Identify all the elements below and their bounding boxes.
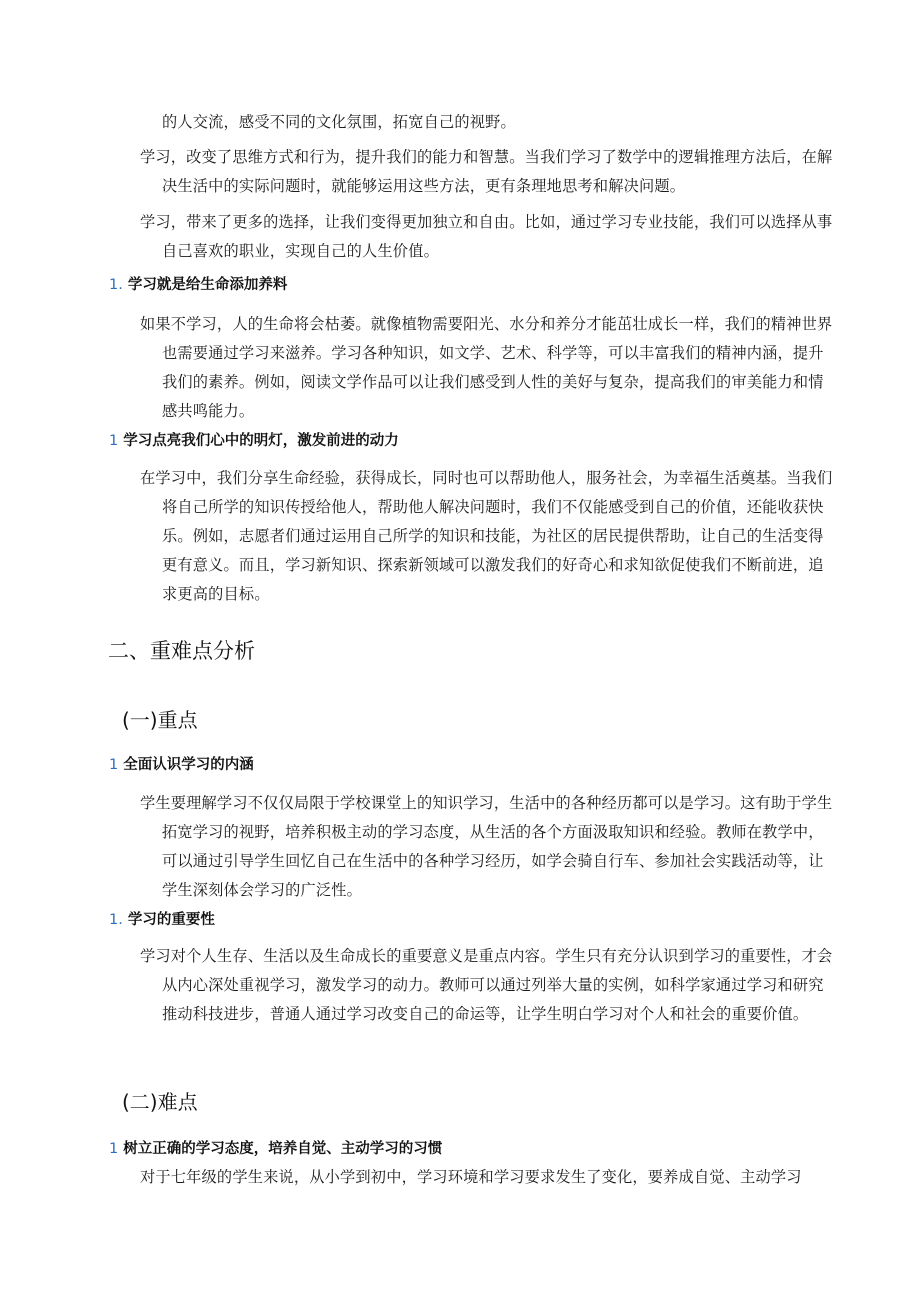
- heading-correct-attitude: [109, 1138, 442, 1160]
- heading-text: 学习点亮我们心中的明灯，激发前进的动力: [123, 433, 399, 449]
- heading-learning-nourishes-life: [109, 274, 287, 296]
- paragraph-learning-scope: 学生要理解学习不仅仅局限于学校课堂上的知识学习，生活中的各种经历都可以是学习。这有助于学生拓宽学习的视野，培养积极主动的学习态度，从生活的各个方面汲取知识和经验。教师在教学中，可以通过引导学生回忆自己在生活中的各种学习经历，如学会骑自行车、参加社会实践活动等，让学生深刻体会学习的广泛性。: [140, 794, 833, 899]
- paragraph-thinking-change: 学习，改变了思维方式和行为，提升我们的能力和智慧。当我们学习了数学中的逻辑推理方法后，在解决生活中的实际问题时，就能够运用这些方法，更有条理地思考和解决问题。: [140, 148, 833, 195]
- heading-learning-lights-lamp: [109, 430, 399, 452]
- heading-text: 全面认识学习的内涵: [123, 757, 254, 773]
- subsection-title-key-points: (一)重点: [122, 708, 198, 732]
- paragraph-more-choices: 学习，带来了更多的选择，让我们变得更加独立和自由。比如，通过学习专业技能，我们可以选择从事自己喜欢的职业，实现自己的人生价值。: [140, 213, 833, 260]
- heading-importance-of-learning: [109, 909, 215, 931]
- paragraph-sharing-experience: 在学习中，我们分享生命经验，获得成长，同时也可以帮助他人，服务社会，为幸福生活奠基。当我们将自己所学的知识传授给他人，帮助他人解决问题时，我们不仅能感受到自己的价值，还能收获快乐。例如，志愿者们通过运用自己所学的知识和技能，为社区的居民提供帮助，让自己的生活变得更有意义。而且，学习新知识、探索新领域可以激发我们的好奇心和求知欲促使我们不断前进，追求更高的目标。: [140, 469, 833, 603]
- paragraph-importance-detail: 学习对个人生存、生活以及生命成长的重要意义是重点内容。学生只有充分认识到学习的重要性，才会从内心深处重视学习，激发学习的动力。教师可以通过列举大量的实例，如科学家通过学习和研究推动科技进步，普通人通过学习改变自己的命运等，让学生明白学习对个人和社会的重要价值。: [140, 947, 833, 1023]
- heading-understand-connotation: [109, 754, 254, 776]
- heading-number: 1: [109, 433, 119, 449]
- heading-text: 树立正确的学习态度，培养自觉、主动学习的习惯: [123, 1141, 443, 1157]
- heading-text: 学习就是给生命添加养料: [127, 277, 288, 293]
- heading-number: 1: [109, 1141, 119, 1157]
- section-title-key-difficult-points: 二、重难点分析: [108, 639, 255, 663]
- heading-number: 1: [109, 757, 119, 773]
- paragraph-without-learning: 如果不学习，人的生命将会枯萎。就像植物需要阳光、水分和养分才能茁壮成长一样，我们的精神世界也需要通过学习来滋养。学习各种知识，如文学、艺术、科学等，可以丰富我们的精神内涵，提升我们的素养。例如，阅读文学作品可以让我们感受到人性的美好与复杂，提高我们的审美能力和情感共鸣能力。: [140, 315, 833, 420]
- heading-number: 1.: [109, 277, 123, 293]
- subsection-title-difficult-points: (二)难点: [122, 1090, 198, 1114]
- heading-text: 学习的重要性: [127, 912, 215, 928]
- heading-number: 1.: [109, 912, 123, 928]
- paragraph-grade-seven: 对于七年级的学生来说，从小学到初中，学习环境和学习要求发生了变化，要养成自觉、主动学习: [140, 1168, 802, 1186]
- paragraph-continuation: 的人交流，感受不同的文化氛围，拓宽自己的视野。: [162, 113, 516, 131]
